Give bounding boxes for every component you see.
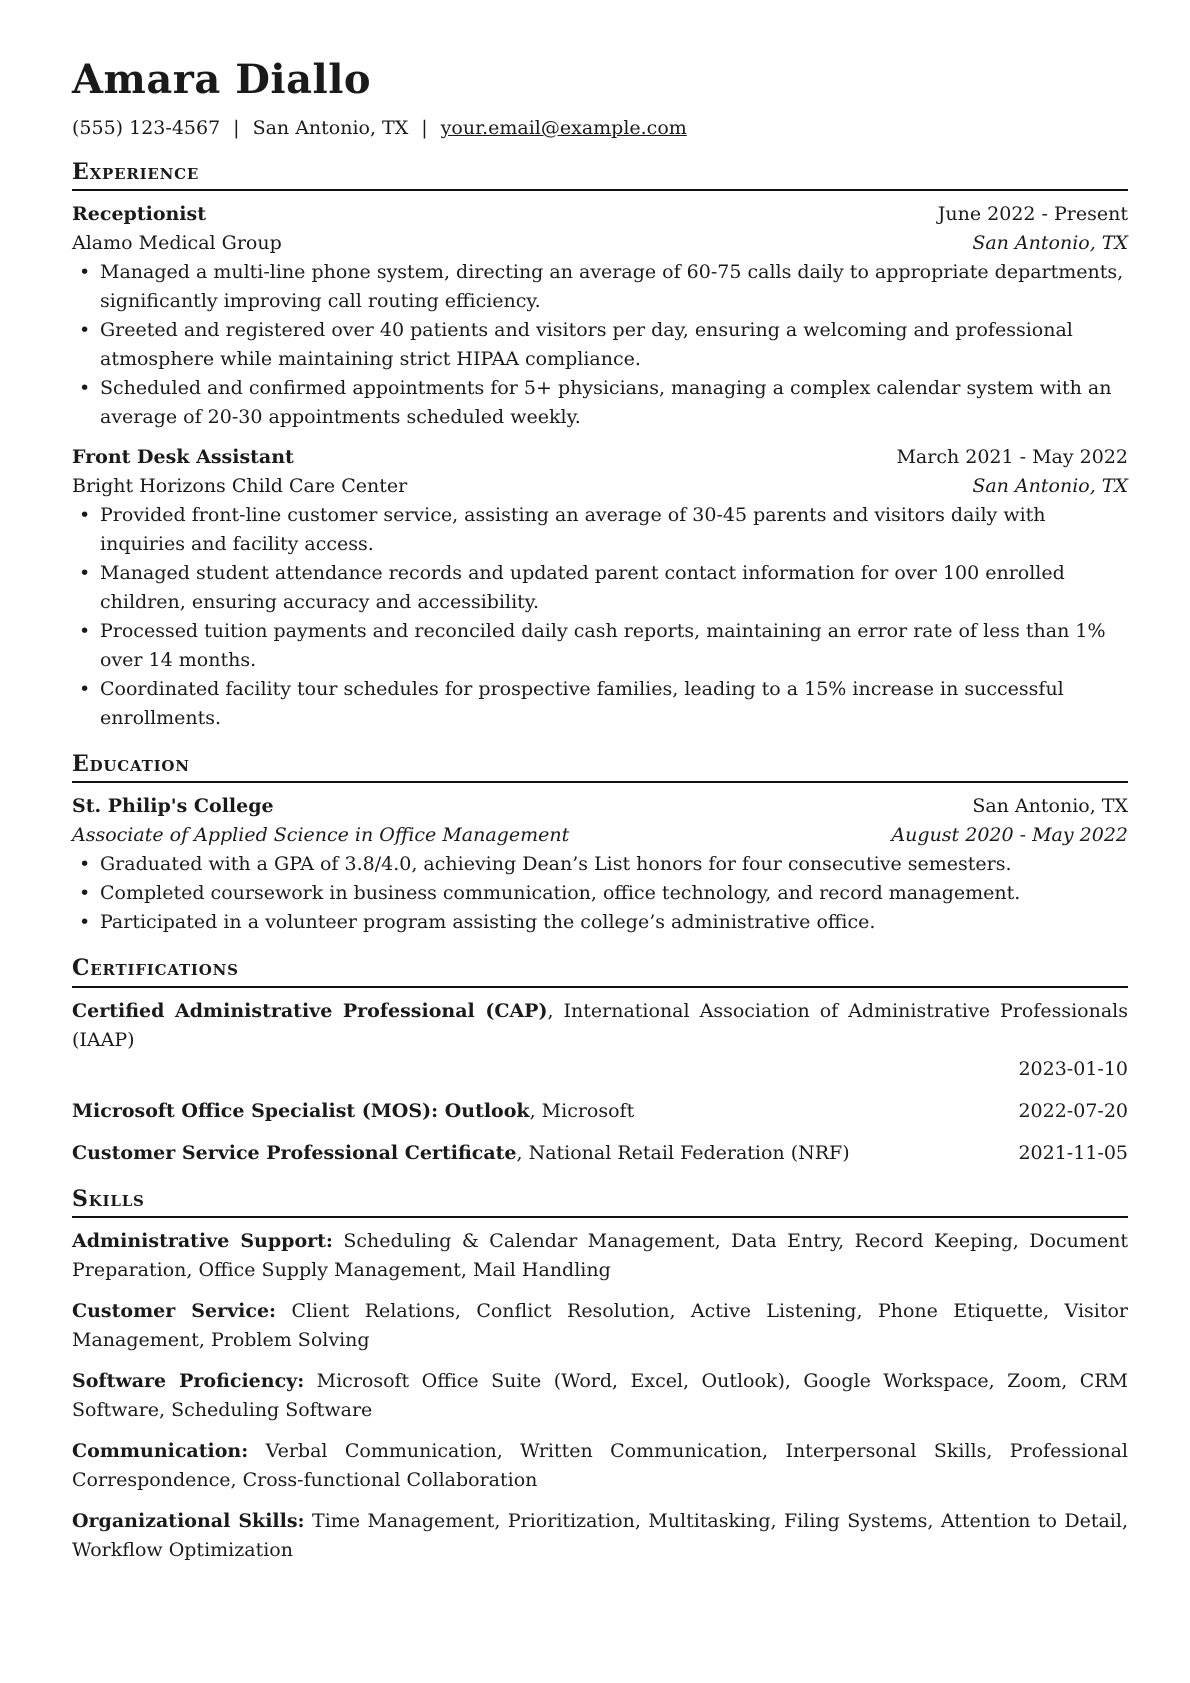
job-bullets [72, 258, 1128, 432]
skill-text: Verbal Communication, Written Communication, Interpersonal Skills, Professional Correspondence, Cross-functional Collaboration [72, 1440, 1128, 1492]
certification-item [72, 997, 1128, 1084]
company-name: Alamo Medical Group [72, 232, 282, 255]
job-title: Receptionist [72, 203, 206, 226]
job-title: Front Desk Assistant [72, 446, 294, 469]
contact-separator: | [233, 117, 240, 139]
education-section [72, 751, 1128, 937]
bullet-item: • Participated in a volunteer program assisting the college’s administrative office. [72, 908, 1128, 937]
experience-section [72, 159, 1128, 733]
degree: Associate of Applied Science in Office Management [72, 824, 570, 847]
certification-issuer: , International Association of Administrative Professionals (IAAP) [72, 999, 1128, 1051]
certification-name: Customer Service Professional Certificate [72, 1141, 517, 1164]
bullet-item: • Managed a multi-line phone system, directing an average of 60-75 calls daily to appropriate departments, significantly improving call routing efficiency. [72, 258, 1128, 316]
education-bullets [72, 850, 1128, 937]
skill-group [72, 1437, 1128, 1495]
job-entry [72, 443, 1128, 733]
education-dates: August 2020 - May 2022 [891, 824, 1128, 847]
bullet-item: • Provided front-line customer service, assisting an average of 30-45 parents and visitors daily with inquiries and facility access. [72, 501, 1128, 559]
certification-item [72, 1097, 1128, 1126]
bullet-item: • Graduated with a GPA of 3.8/4.0, achieving Dean’s List honors for four consecutive semesters. [72, 850, 1128, 879]
contact-line [72, 116, 1128, 141]
skill-text: Time Management, Prioritization, Multitasking, Filing Systems, Attention to Detail, Workflow Optimization [72, 1510, 1128, 1562]
certifications-section [72, 955, 1128, 1167]
certification-item [72, 1139, 1128, 1168]
bullet-item: • Coordinated facility tour schedules for prospective families, leading to a 15% increase in successful enrollments. [72, 675, 1128, 733]
bullet-item: • Processed tuition payments and reconciled daily cash reports, maintaining an error rate of less than 1% over 14 months. [72, 617, 1128, 675]
skill-group [72, 1507, 1128, 1565]
contact-separator: | [421, 117, 428, 139]
section-heading-certifications: Certifications [72, 955, 1128, 987]
location: San Antonio, TX [252, 117, 409, 139]
candidate-name: Amara Diallo [72, 56, 372, 103]
phone-number: (555) 123-4567 [72, 117, 221, 139]
job-location: San Antonio, TX [972, 475, 1128, 498]
bullet-item: • Scheduled and confirmed appointments for 5+ physicians, managing a complex calendar system with an average of 20-30 appointments scheduled weekly. [72, 374, 1128, 432]
skill-group [72, 1367, 1128, 1425]
bullet-item: • Completed coursework in business communication, office technology, and record management. [72, 879, 1128, 908]
skill-text: Microsoft Office Suite (Word, Excel, Outlook), Google Workspace, Zoom, CRM Software, Scheduling Software [72, 1370, 1129, 1422]
bullet-item: • Managed student attendance records and updated parent contact information for over 100 enrolled children, ensuring accuracy and accessibility. [72, 559, 1128, 617]
certification-date: 2022-07-20 [1018, 1099, 1128, 1122]
school-name: St. Philip's College [72, 795, 274, 818]
skill-label: Customer Service: [72, 1300, 277, 1323]
job-dates: June 2022 - Present [937, 203, 1128, 226]
skills-section [72, 1186, 1128, 1565]
skill-label: Communication: [72, 1440, 249, 1463]
skill-label: Software Proficiency: [72, 1370, 305, 1393]
school-location: San Antonio, TX [972, 795, 1128, 818]
company-name: Bright Horizons Child Care Center [72, 475, 408, 498]
job-dates: March 2021 - May 2022 [896, 446, 1128, 469]
certification-date: 2023-01-10 [1018, 1057, 1128, 1080]
job-bullets [72, 501, 1128, 733]
skill-group [72, 1297, 1128, 1355]
certification-issuer: , Microsoft [529, 1099, 635, 1122]
job-location: San Antonio, TX [972, 232, 1128, 255]
section-heading-skills: Skills [72, 1186, 1128, 1218]
section-heading-experience: Experience [72, 159, 1128, 191]
certification-name: Microsoft Office Specialist (MOS): Outlook [72, 1099, 530, 1122]
skill-text: Scheduling & Calendar Management, Data Entry, Record Keeping, Document Preparation, Office Supply Management, Mail Handling [72, 1230, 1128, 1282]
job-entry [72, 200, 1128, 432]
skill-text: Client Relations, Conflict Resolution, Active Listening, Phone Etiquette, Visitor Management, Problem Solving [72, 1300, 1129, 1352]
bullet-item: • Greeted and registered over 40 patients and visitors per day, ensuring a welcoming and professional atmosphere while maintaining strict HIPAA compliance. [72, 316, 1128, 374]
skill-label: Administrative Support: [72, 1230, 333, 1253]
skill-label: Organizational Skills: [72, 1510, 305, 1533]
skill-group [72, 1227, 1128, 1285]
resume-header [72, 58, 1128, 141]
email-link[interactable]: your.email@example.com [440, 117, 687, 139]
certification-issuer: , National Retail Federation (NRF) [516, 1141, 850, 1164]
certification-date: 2021-11-05 [1018, 1141, 1128, 1164]
section-heading-education: Education [72, 751, 1128, 783]
certification-name: Certified Administrative Professional (CAP) [72, 999, 548, 1022]
